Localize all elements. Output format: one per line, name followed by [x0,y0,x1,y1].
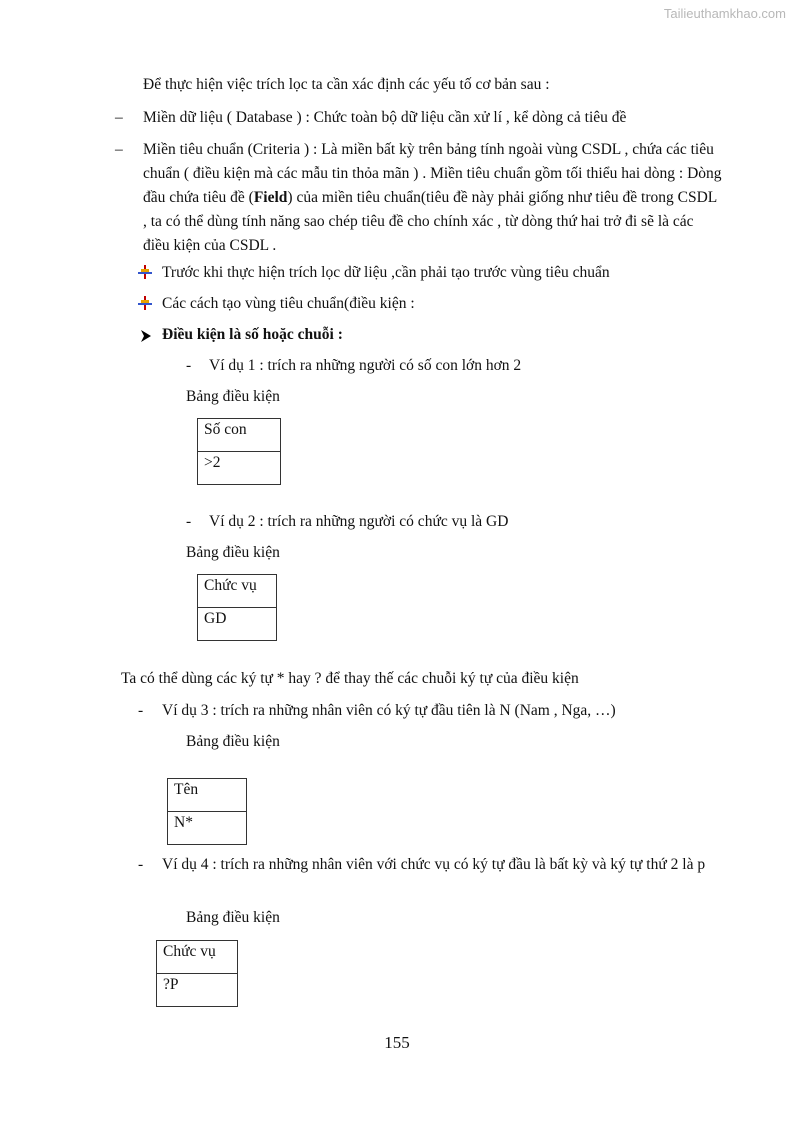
criteria-item [143,138,723,258]
table-value-cell: ?P [157,974,238,1007]
example-3-text: Ví dụ 3 : trích ra những nhân viên có ký tự đầu tiên là N (Nam , Nga, …) [162,702,616,719]
condition-table-label: Bảng điều kiện [186,909,280,926]
pushpin-bullet-icon [138,296,152,310]
arrow-bullet-icon [139,329,153,343]
example-2-text: Ví dụ 2 : trích ra những người có chức vụ là GD [209,513,509,530]
table-value-cell: N* [168,812,247,845]
table-header-cell: Chức vụ [198,575,277,608]
page-number: 155 [384,1033,410,1052]
intro-text: Để thực hiện việc trích lọc ta cần xác định các yếu tố cơ bản sau : [143,76,550,93]
section-heading: Điều kiện là số hoặc chuỗi : [162,326,343,343]
pushpin-bullet-icon [138,265,152,279]
condition-table [197,574,277,641]
condition-table [197,418,281,485]
condition-table [167,778,247,845]
criteria-text-part1: Miền tiêu chuẩn (Criteria ) : Là miền bất kỳ trên bảng tính ngoài vùng CSDL , chứa các tiêu chuẩn ( điều kiện mà các mẫu tin thỏa mãn ) . Miền tiêu chuẩn gồm tối thiểu hai dòng : Dòng đầu chứa tiêu đề ( [143,141,722,206]
dash-marker: – [115,109,123,126]
table-header-cell: Chức vụ [157,941,238,974]
table-header-cell: Số con [198,419,281,452]
table-header-cell: Tên [168,779,247,812]
bullet-text-1: Trước khi thực hiện trích lọc dữ liệu ,cần phải tạo trước vùng tiêu chuẩn [162,264,610,281]
dash-marker: – [115,141,123,158]
watermark: Tailieuthamkhao.com [663,6,786,21]
condition-table-label: Bảng điều kiện [186,388,280,405]
criteria-text-part2: ) của miền tiêu chuẩn(tiêu đề này phải giống như tiêu đề trong CSDL , ta có thể dùng tính năng sao chép tiêu đề cho chính xác , từ dòng thứ hai trở đi sẽ là các điều kiện của CSDL . [143,189,717,254]
wildcard-intro: Ta có thể dùng các ký tự * hay ? để thay thế các chuỗi ký tự của điều kiện [121,670,579,687]
example-dash: - [186,357,192,374]
condition-table [156,940,238,1007]
table-value-cell: >2 [198,452,281,485]
database-item: Miền dữ liệu ( Database ) : Chức toàn bộ dữ liệu cần xử lí , kể dòng cả tiêu đề [143,109,627,126]
example-dash: - [138,856,144,873]
criteria-field-bold: Field [253,189,288,206]
example-4-text: Ví dụ 4 : trích ra những nhân viên với chức vụ có ký tự đầu là bất kỳ và ký tự thứ 2 là p [162,856,706,873]
example-1-text: Ví dụ 1 : trích ra những người có số con lớn hơn 2 [209,357,522,374]
condition-table-label: Bảng điều kiện [186,544,280,561]
bullet-text-2: Các cách tạo vùng tiêu chuẩn(điều kiện : [162,295,415,312]
example-dash: - [138,702,144,719]
example-dash: - [186,513,192,530]
condition-table-label: Bảng điều kiện [186,733,280,750]
table-value-cell: GD [198,608,277,641]
